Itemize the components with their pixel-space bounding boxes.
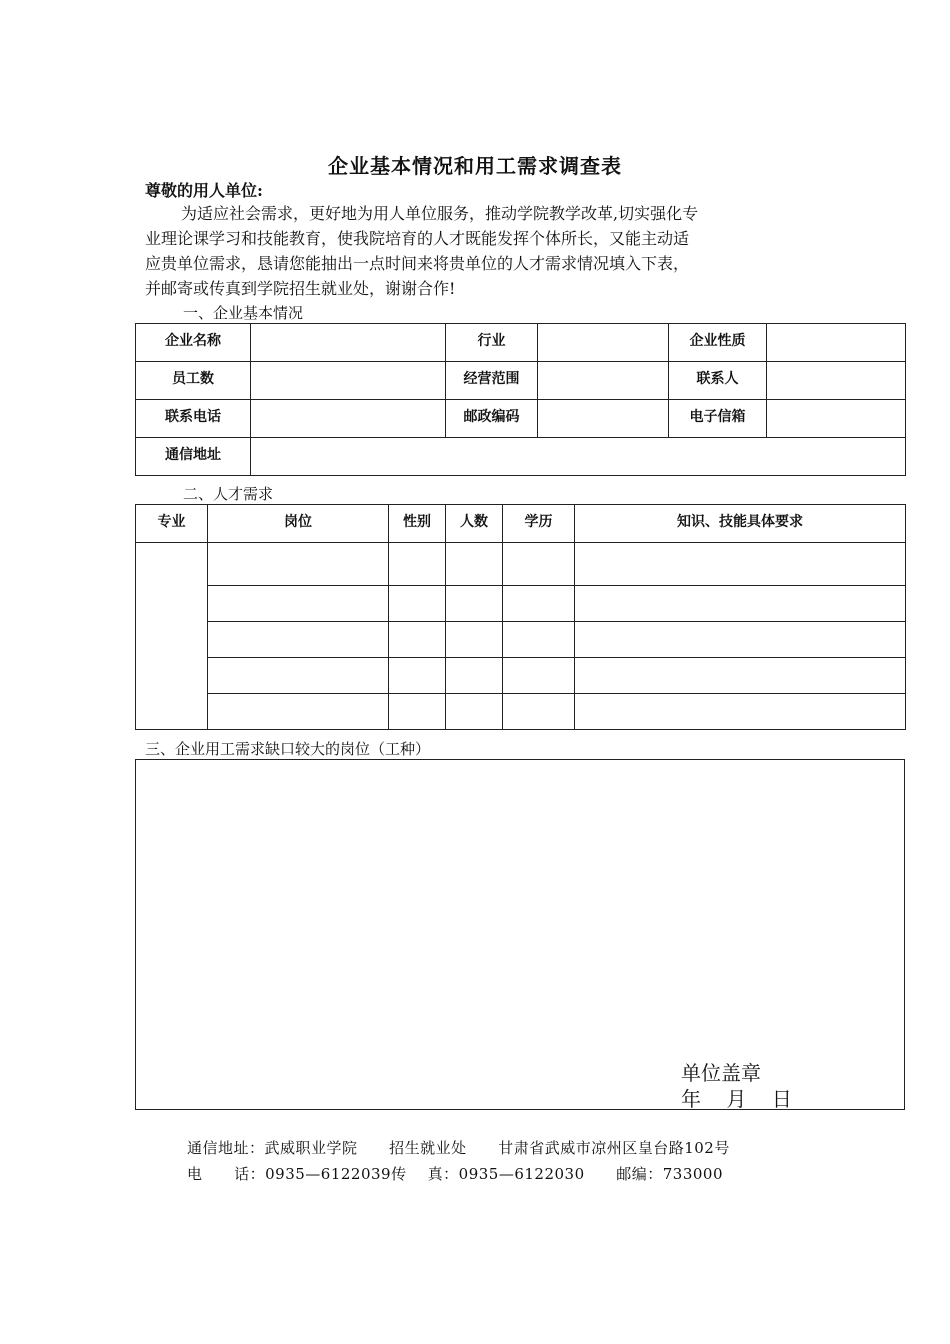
- table-row: [136, 658, 906, 694]
- education-field[interactable]: [503, 658, 575, 694]
- postal-code-field[interactable]: [538, 400, 669, 438]
- education-field[interactable]: [503, 586, 575, 622]
- position-field[interactable]: [208, 622, 389, 658]
- table-row: [136, 694, 906, 730]
- email-field[interactable]: [767, 400, 906, 438]
- section2-label: 二、人才需求: [183, 485, 274, 503]
- label-business-scope: 经营范围: [446, 362, 538, 400]
- section3-label: 三、企业用工需求缺口较大的岗位（工种）: [145, 740, 431, 758]
- table-row: [136, 622, 906, 658]
- gender-field[interactable]: [389, 658, 446, 694]
- label-contact-person: 联系人: [669, 362, 767, 400]
- requirements-field[interactable]: [575, 658, 906, 694]
- header-gender: 性别: [389, 505, 446, 543]
- major-field[interactable]: [136, 543, 208, 730]
- intro-line: 应贵单位需求，恳请您能抽出一点时间来将贵单位的人才需求情况填入下表，: [145, 254, 690, 273]
- intro-line: 并邮寄或传真到学院招生就业处，谢谢合作!: [145, 279, 456, 298]
- label-postal-code: 邮政编码: [446, 400, 538, 438]
- count-field[interactable]: [446, 694, 503, 730]
- phone-field[interactable]: [251, 400, 446, 438]
- education-field[interactable]: [503, 694, 575, 730]
- talent-demand-table: [135, 504, 906, 730]
- label-industry: 行业: [446, 324, 538, 362]
- gender-field[interactable]: [389, 586, 446, 622]
- requirements-field[interactable]: [575, 622, 906, 658]
- footer-contact: 电 话：0935—6122039传 真：0935—6122030 邮编：733000: [187, 1165, 724, 1183]
- position-field[interactable]: [208, 543, 389, 586]
- stamp-area: [681, 1060, 792, 1112]
- address-field[interactable]: [251, 438, 906, 476]
- label-phone: 联系电话: [136, 400, 251, 438]
- greeting: 尊敬的用人单位:: [145, 181, 263, 200]
- gender-field[interactable]: [389, 694, 446, 730]
- stamp-label: 单位盖章: [681, 1061, 761, 1085]
- education-field[interactable]: [503, 543, 575, 586]
- table-row: [136, 586, 906, 622]
- contact-person-field[interactable]: [767, 362, 906, 400]
- header-major: 专业: [136, 505, 208, 543]
- company-name-field[interactable]: [251, 324, 446, 362]
- header-education: 学历: [503, 505, 575, 543]
- position-field[interactable]: [208, 658, 389, 694]
- requirements-field[interactable]: [575, 543, 906, 586]
- shortage-positions-box[interactable]: [135, 759, 905, 1110]
- intro-line: 为适应社会需求，更好地为用人单位服务，推动学院教学改革,切实强化专: [181, 204, 699, 223]
- company-info-table: [135, 323, 906, 476]
- count-field[interactable]: [446, 586, 503, 622]
- gender-field[interactable]: [389, 622, 446, 658]
- company-type-field[interactable]: [767, 324, 906, 362]
- requirements-field[interactable]: [575, 586, 906, 622]
- footer-address: 通信地址：武威职业学院 招生就业处 甘肃省武威市凉州区皇台路102号: [187, 1139, 730, 1157]
- label-address: 通信地址: [136, 438, 251, 476]
- header-count: 人数: [446, 505, 503, 543]
- education-field[interactable]: [503, 622, 575, 658]
- industry-field[interactable]: [538, 324, 669, 362]
- header-position: 岗位: [208, 505, 389, 543]
- requirements-field[interactable]: [575, 694, 906, 730]
- intro-line: 业理论课学习和技能教育，使我院培育的人才既能发挥个体所长，又能主动适: [145, 229, 690, 248]
- intro-paragraph: [145, 201, 815, 301]
- date-label: 年 月 日: [681, 1087, 792, 1111]
- position-field[interactable]: [208, 694, 389, 730]
- label-employee-count: 员工数: [136, 362, 251, 400]
- count-field[interactable]: [446, 622, 503, 658]
- business-scope-field[interactable]: [538, 362, 669, 400]
- count-field[interactable]: [446, 658, 503, 694]
- document-title: 企业基本情况和用工需求调查表: [328, 154, 622, 178]
- position-field[interactable]: [208, 586, 389, 622]
- label-company-name: 企业名称: [136, 324, 251, 362]
- table-row: [136, 543, 906, 586]
- label-email: 电子信箱: [669, 400, 767, 438]
- section1-label: 一、企业基本情况: [183, 304, 304, 322]
- count-field[interactable]: [446, 543, 503, 586]
- header-requirements: 知识、技能具体要求: [575, 505, 906, 543]
- label-company-type: 企业性质: [669, 324, 767, 362]
- employee-count-field[interactable]: [251, 362, 446, 400]
- gender-field[interactable]: [389, 543, 446, 586]
